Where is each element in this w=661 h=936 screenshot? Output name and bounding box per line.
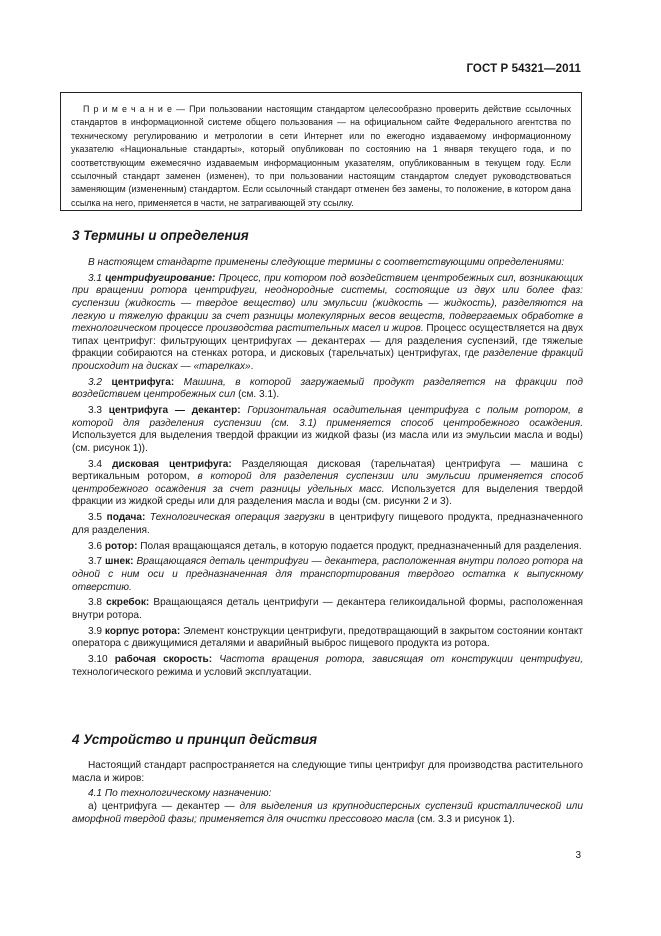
term-label: центрифугирование:	[105, 272, 216, 284]
note-text: При пользовании настоящим стандартом целесообразно проверить действие ссылочных стандартов в информационной системе общего пользования — на официальном сайте Федерального агентства по техническому регулированию и метрологии в сети Интернет или по ежегодно издаваемому информационному указателю «Национальные стандарты», который опубликован по состоянию на 1 января текущего года, и по соответствующим ежемесячно издаваемым информационным указателям, опубликованным в текущем году. Если ссылочный стандарт заменен (изменен), то при пользовании настоящим стандартом следует руководствоваться заменяющим (измененным) стандартом. Если ссылочный стандарт отменен без замены, то положение, в котором дана ссылка на него, применяется в части, не затрагивающей эту ссылку.	[71, 104, 572, 208]
term-label: ротор:	[104, 540, 138, 552]
term-label: дисковая центрифуга:	[112, 458, 232, 470]
term-label: подача:	[106, 512, 146, 524]
term-3-1: 3.1 центрифугирование: Процесс, при котором под воздействием центробежных сил, возникающих при вращении ротора центрифуги, неоднородные системы, состоящие из двух или более фаз: суспензии (жидкость — твердое вещество) или эмульсии (жидкость — жидкость), разделяются на легкую и тяжелую фракции за счет разницы молекулярных весов веществ, подвергаемых обработке в технологическом процессе производства растительных масел и жиров. Процесс осуществляется на двух типах центрифуг: фильтрующих центрифугах — декантерах — для разделения суспензий, где тяжелые фракции собираются на стенках ротора, и дисковых (тарельчатых) центрифугах, где разделение фракций происходит на дисках — «тарелках».	[72, 272, 583, 372]
term-label: центрифуга — декантер:	[108, 405, 241, 417]
term-3-5: 3.5 подача: Технологическая операция загрузки в центрифугу пищевого продукта, предназначенного для разделения.	[72, 512, 584, 536]
term-3-10: 3.10 рабочая скорость: Частота вращения ротора, зависящая от конструкции центрифуги, технологического режима и условий эксплуатации.	[72, 654, 584, 678]
term-label: корпус ротора:	[104, 625, 181, 637]
note-box	[60, 92, 582, 211]
term-label: рабочая скорость:	[114, 654, 213, 666]
note-paragraph	[71, 103, 571, 210]
term-3-4: 3.4 дисковая центрифуга: Разделяющая дисковая (тарельчатая) центрифуга — машина с вертикальным ротором, в которой для разделения суспензии или эмульсии применяется способ центробежного осаждения за счет разницы удельных масс. Используется для выделения твердой фракции из жидкой среды или для разделения масла и воды (см. рисунки 2 и 3).	[72, 458, 583, 508]
term-3-8: 3.8 скребок: Вращающаяся деталь центрифуги — декантера геликоидальной формы, расположенная внутри ротора.	[72, 597, 583, 621]
term-3-7: 3.7 шнек: Вращающаяся деталь центрифуги — декантера, расположенная внутри полого ротора на одной с ним оси и предназначенная для транспортирования твердого остатка к выпускному отверстию.	[72, 556, 583, 593]
note-lead: П р и м е ч а н и е —	[83, 104, 185, 114]
term-label: центрифуга:	[111, 376, 175, 388]
section-4-content	[72, 760, 583, 829]
term-3-3: 3.3 центрифуга — декантер: Горизонтальная осадительная центрифуга с полым ротором, в которой для разделения суспензии (см. 3.1) применяется способ центробежного осаждения. Используется для выделения твердой фракции из жидкой фазы (из масла или из эмульсии масла и воды) (см. рисунок 1)).	[72, 405, 583, 454]
term-3-2: 3.2 центрифуга: Машина, в которой загружаемый продукт разделяется на фракции под воздействием центробежных сил (см. 3.1).	[72, 376, 584, 401]
clause-4-1: 4.1 По технологическому назначению:	[88, 788, 272, 800]
section-3-content	[72, 257, 583, 682]
section-4-title: 4 Устройство и принцип действия	[72, 732, 318, 747]
section-3-title: 3 Термины и определения	[72, 228, 249, 243]
page-number: 3	[575, 850, 581, 861]
term-3-9: 3.9 корпус ротора: Элемент конструкции центрифуги, предотвращающий в закрытом состоянии контакт оператора с движущимися деталями и аварийный выброс пищевого продукта из ротора.	[72, 625, 583, 650]
term-label: шнек:	[104, 556, 134, 568]
clause-4-1-a: а) центрифуга — декантер — для выделения из крупнодисперсных суспензий кристаллической или аморфной твердой фазы; применяется для очистки прессового масла (см. 3.3 и рисунок 1).	[72, 800, 583, 825]
term-label: скребок:	[106, 597, 150, 609]
page-header-standard: ГОСТ Р 54321—2011	[466, 63, 581, 75]
section-3-intro: В настоящем стандарте применены следующие термины с соответствующими определениями:	[88, 257, 565, 268]
term-3-6: 3.6 ротор: Полая вращающаяся деталь, в которую подается продукт, предназначенный для разделения.	[88, 540, 582, 552]
section-4-intro: Настоящий стандарт распространяется на следующие типы центрифуг для производства растительного масла и жиров:	[72, 760, 583, 784]
